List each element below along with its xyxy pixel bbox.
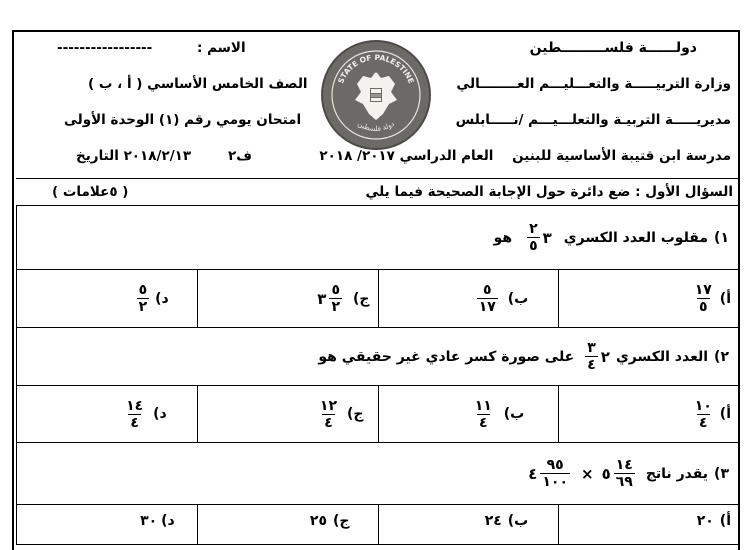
header-separator xyxy=(16,178,740,179)
option-a[interactable] xyxy=(559,270,740,328)
option-label: أ) xyxy=(719,513,731,529)
fraction-denominator: ٥ xyxy=(529,238,538,254)
option-denominator: ٤ xyxy=(130,414,139,431)
option-denominator: ٢ xyxy=(331,299,340,315)
option-c[interactable] xyxy=(197,386,378,443)
question-suffix: على صورة كسر عادي غير حقيقي هو xyxy=(318,348,575,365)
question-row-3 xyxy=(17,443,740,505)
date-field xyxy=(48,148,191,164)
grade-label: الصف الخامس الأساسي ( أ ، ب ) xyxy=(88,76,308,92)
logo-text-ar: دولة فلسطين xyxy=(356,119,396,134)
marks-label: ( ٥علامات ) xyxy=(52,184,129,200)
option-numerator: ١٤ xyxy=(126,397,144,414)
ministry-title: وزارة التربيـــــة والتعـــليـــم العــــــــالي xyxy=(456,76,731,92)
option-denominator: ٤ xyxy=(478,414,488,431)
mixed-number xyxy=(524,221,552,254)
times-sign: × xyxy=(581,464,594,483)
academic-year: العام الدراسي ٢٠١٧/ ٢٠١٨ xyxy=(319,148,494,164)
option-value: ٢٤ xyxy=(484,513,502,529)
fraction-denominator: ٦٩ xyxy=(615,474,633,490)
option-label: د) xyxy=(153,406,167,422)
option-denominator: ٤ xyxy=(698,414,708,431)
options-row-3 xyxy=(17,505,740,545)
question-text: العدد الكسري xyxy=(615,348,709,365)
school-info xyxy=(319,148,731,164)
option-label: ج) xyxy=(353,290,370,307)
class-code: ف٢ xyxy=(228,148,252,164)
question-text: مقلوب العدد الكسري xyxy=(563,229,709,246)
options-row-1 xyxy=(17,270,740,328)
option-value: ٢٥ xyxy=(309,513,327,529)
question-row-1 xyxy=(17,206,740,270)
fraction-numerator: ٣ xyxy=(587,340,596,356)
option-b[interactable] xyxy=(378,505,559,545)
svg-text:دولة فلسطين xyxy=(356,120,395,133)
option-whole: ٣ xyxy=(317,289,327,308)
option-value: ٢٠ xyxy=(696,513,714,529)
option-denominator: ٥ xyxy=(698,299,708,315)
option-denominator: ١٧ xyxy=(478,299,496,315)
whole-number: ٢ xyxy=(600,347,610,366)
name-dashes: ----------------- xyxy=(57,40,153,56)
date-value: ٢٠١٨/٢/١٣ xyxy=(123,148,192,164)
name-label: الاسم : xyxy=(196,40,246,56)
fraction-denominator: ٤ xyxy=(587,357,596,373)
fraction-denominator: ١٠٠ xyxy=(542,474,568,490)
logo-text: STATE OF PALESTINE xyxy=(336,52,416,85)
question-suffix: هو xyxy=(493,229,513,246)
option-label: د) xyxy=(161,513,175,529)
option-label: ب) xyxy=(507,290,529,307)
directorate-title: مديريـــــة التربيـة والتعلـــيـــم /نـــــابلس xyxy=(455,112,731,128)
multiplication-expression xyxy=(528,457,638,490)
option-numerator: ١١ xyxy=(474,397,492,414)
option-value: ٣٠ xyxy=(140,513,158,529)
date-label: التاريخ xyxy=(76,148,119,164)
state-title: دولــــــة فلســـــــــطين xyxy=(529,40,697,56)
option-denominator: ٤ xyxy=(324,414,333,431)
option-c[interactable] xyxy=(197,505,378,545)
fraction-numerator: ٢ xyxy=(529,221,538,237)
option-a[interactable] xyxy=(559,505,740,545)
option-b[interactable] xyxy=(378,386,559,443)
option-numerator: ١٧ xyxy=(694,282,712,298)
exam-title: امتحان يومي رقم (١) الوحدة الأولى xyxy=(64,112,302,128)
option-label: ج) xyxy=(347,406,364,422)
whole-number: ٣ xyxy=(542,228,552,247)
question-stem-3 xyxy=(17,443,740,505)
question-text: يقدر ناتج xyxy=(645,465,709,482)
option-numerator: ١٢ xyxy=(319,397,337,414)
option-d[interactable] xyxy=(17,386,198,443)
question-title: السؤال الأول : ضع دائرة حول الإجابة الصحيحة فيما يلي xyxy=(365,184,733,200)
option-denominator: ٢ xyxy=(138,299,148,315)
name-field xyxy=(57,40,246,56)
option-label: ب) xyxy=(503,406,525,422)
option-d[interactable] xyxy=(17,505,198,545)
option-label: ب) xyxy=(507,513,529,529)
option-label: أ) xyxy=(719,290,731,307)
option-d[interactable] xyxy=(17,270,198,328)
whole-number: ٤ xyxy=(528,464,538,483)
questions-table xyxy=(16,205,740,545)
option-numerator: ٥ xyxy=(482,282,492,298)
option-a[interactable] xyxy=(559,386,740,443)
option-label: أ) xyxy=(719,406,731,422)
option-c[interactable] xyxy=(197,270,378,328)
option-numerator: ١٠ xyxy=(694,397,712,414)
option-label: د) xyxy=(155,290,169,307)
option-numerator: ٥ xyxy=(331,282,340,298)
question-stem-2 xyxy=(17,328,740,386)
question-number: ٣) xyxy=(714,465,729,482)
school-name: مدرسة ابن قتيبة الأساسية للبنين xyxy=(512,148,731,164)
options-row-2 xyxy=(17,386,740,443)
palestine-emblem-logo xyxy=(321,40,431,150)
question-number: ٢) xyxy=(714,348,729,365)
question-row-2 xyxy=(17,328,740,386)
option-b[interactable] xyxy=(378,270,559,328)
mixed-number xyxy=(582,340,610,373)
question-number: ١) xyxy=(714,229,729,246)
option-numerator: ٥ xyxy=(138,282,148,298)
whole-number: ٥ xyxy=(601,464,611,483)
option-label: ج) xyxy=(333,513,350,529)
question-stem-1 xyxy=(17,206,740,270)
fraction-numerator: ١٤ xyxy=(615,457,633,473)
fraction-numerator: ٩٥ xyxy=(546,457,564,473)
